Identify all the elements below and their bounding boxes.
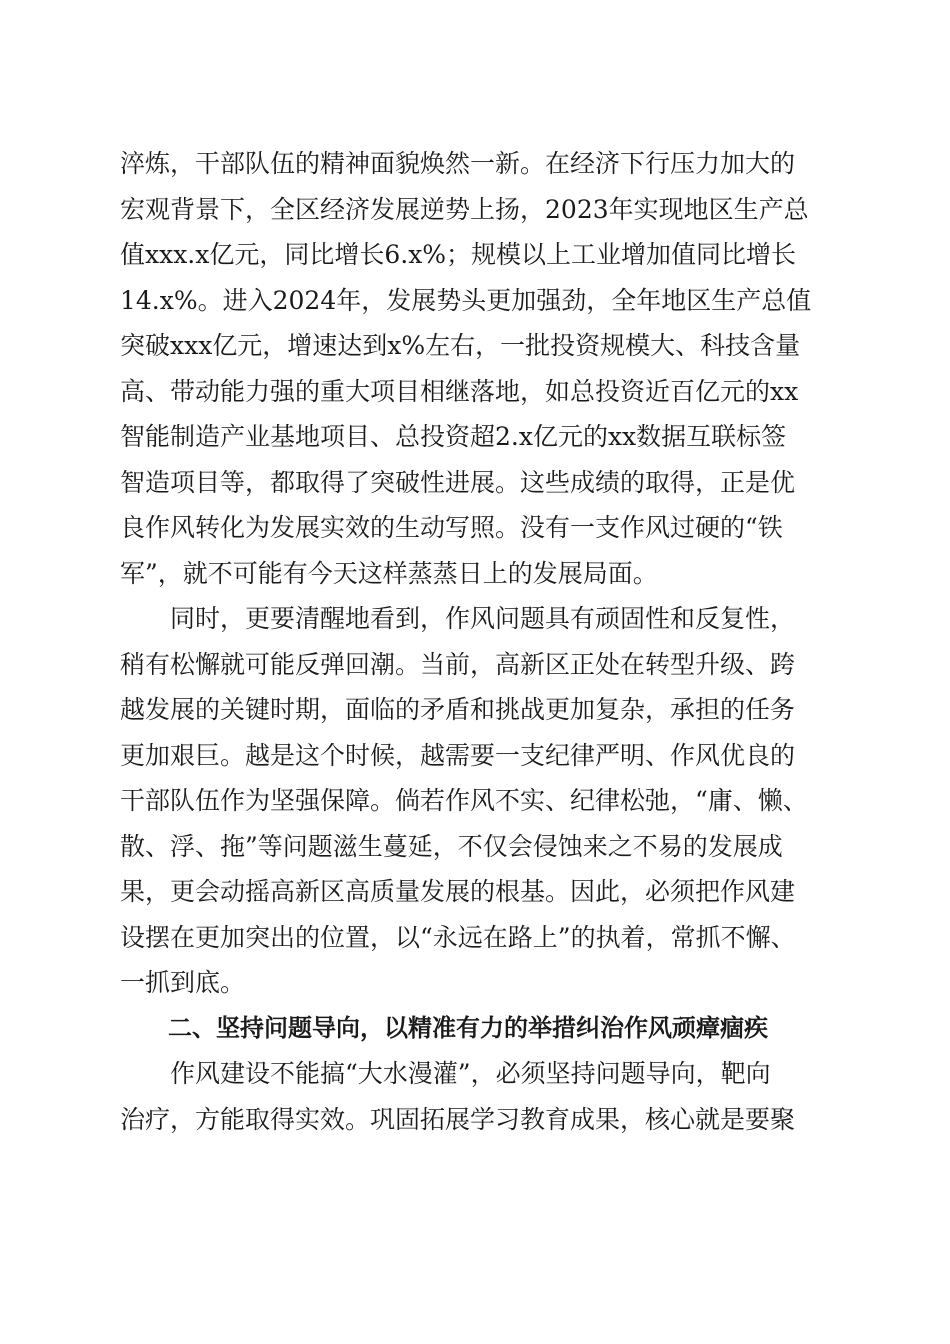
paragraph-line: 14.x%。进入2024年，发展势头更加强劲，全年地区生产总值 [120,285,812,315]
paragraph-line: 淬炼，干部队伍的精神面貌焕然一新。在经济下行压力加大的 [120,149,796,178]
paragraph-line: 治疗，方能取得实效。巩固拓展学习教育成果，核心就是要聚 [120,1104,796,1134]
paragraph-line: 稍有松懈就可能反弹回潮。当前，高新区正处在转型升级、跨 [120,649,796,679]
paragraph-line: 高、带动能力强的重大项目相继落地，如总投资近百亿元的xx [120,376,799,406]
paragraph-line: 军”，就不可能有今天这样蒸蒸日上的发展局面。 [120,558,658,588]
paragraph-line: 值xxx.x亿元，同比增长6.x%；规模以上工业增加值同比增长 [120,240,797,269]
paragraph-line: 设摆在更加突出的位置，以“永远在路上”的执着，常抓不懈、 [120,922,796,952]
paragraph-line: 越发展的关键时期，面临的矛盾和挑战更加复杂，承担的任务 [120,695,796,724]
document-body [120,141,840,1142]
paragraph-line: 智造项目等，都取得了突破性进展。这些成绩的取得，正是优 [120,467,796,497]
paragraph-line: 良作风转化为发展实效的生动写照。没有一支作风过硬的“铁 [120,513,783,542]
paragraph-line: 智能制造产业基地项目、总投资超2.x亿元的xx数据互联标签 [120,422,787,451]
paragraph-line: 更加艰巨。越是这个时候，越需要一支纪律严明、作风优良的 [120,740,796,770]
paragraph-line: 宏观背景下，全区经济发展逆势上扬，2023年实现地区生产总 [120,194,809,224]
paragraph-line: 果，更会动摇高新区高质量发展的根基。因此，必须把作风建 [120,877,796,906]
paragraph-line: 突破xxx亿元，增速达到x%左右，一批投资规模大、科技含量 [120,331,801,360]
paragraph-line: 同时，更要清醒地看到，作风问题具有顽固性和反复性， [170,604,796,633]
paragraph-line: 干部队伍作为坚强保障。倘若作风不实、纪律松弛，“庸、懒、 [120,786,808,815]
paragraph-line: 一抓到底。 [120,968,246,997]
paragraph-line: 作风建设不能搞“大水漫灌”，必须坚持问题导向，靶向 [170,1059,771,1088]
paragraph-line: 散、浮、拖”等问题滋生蔓延，不仅会侵蚀来之不易的发展成 [120,831,783,861]
section-heading: 二、坚持问题导向，以精准有力的举措纠治作风顽瘴痼疾 [168,1013,768,1042]
